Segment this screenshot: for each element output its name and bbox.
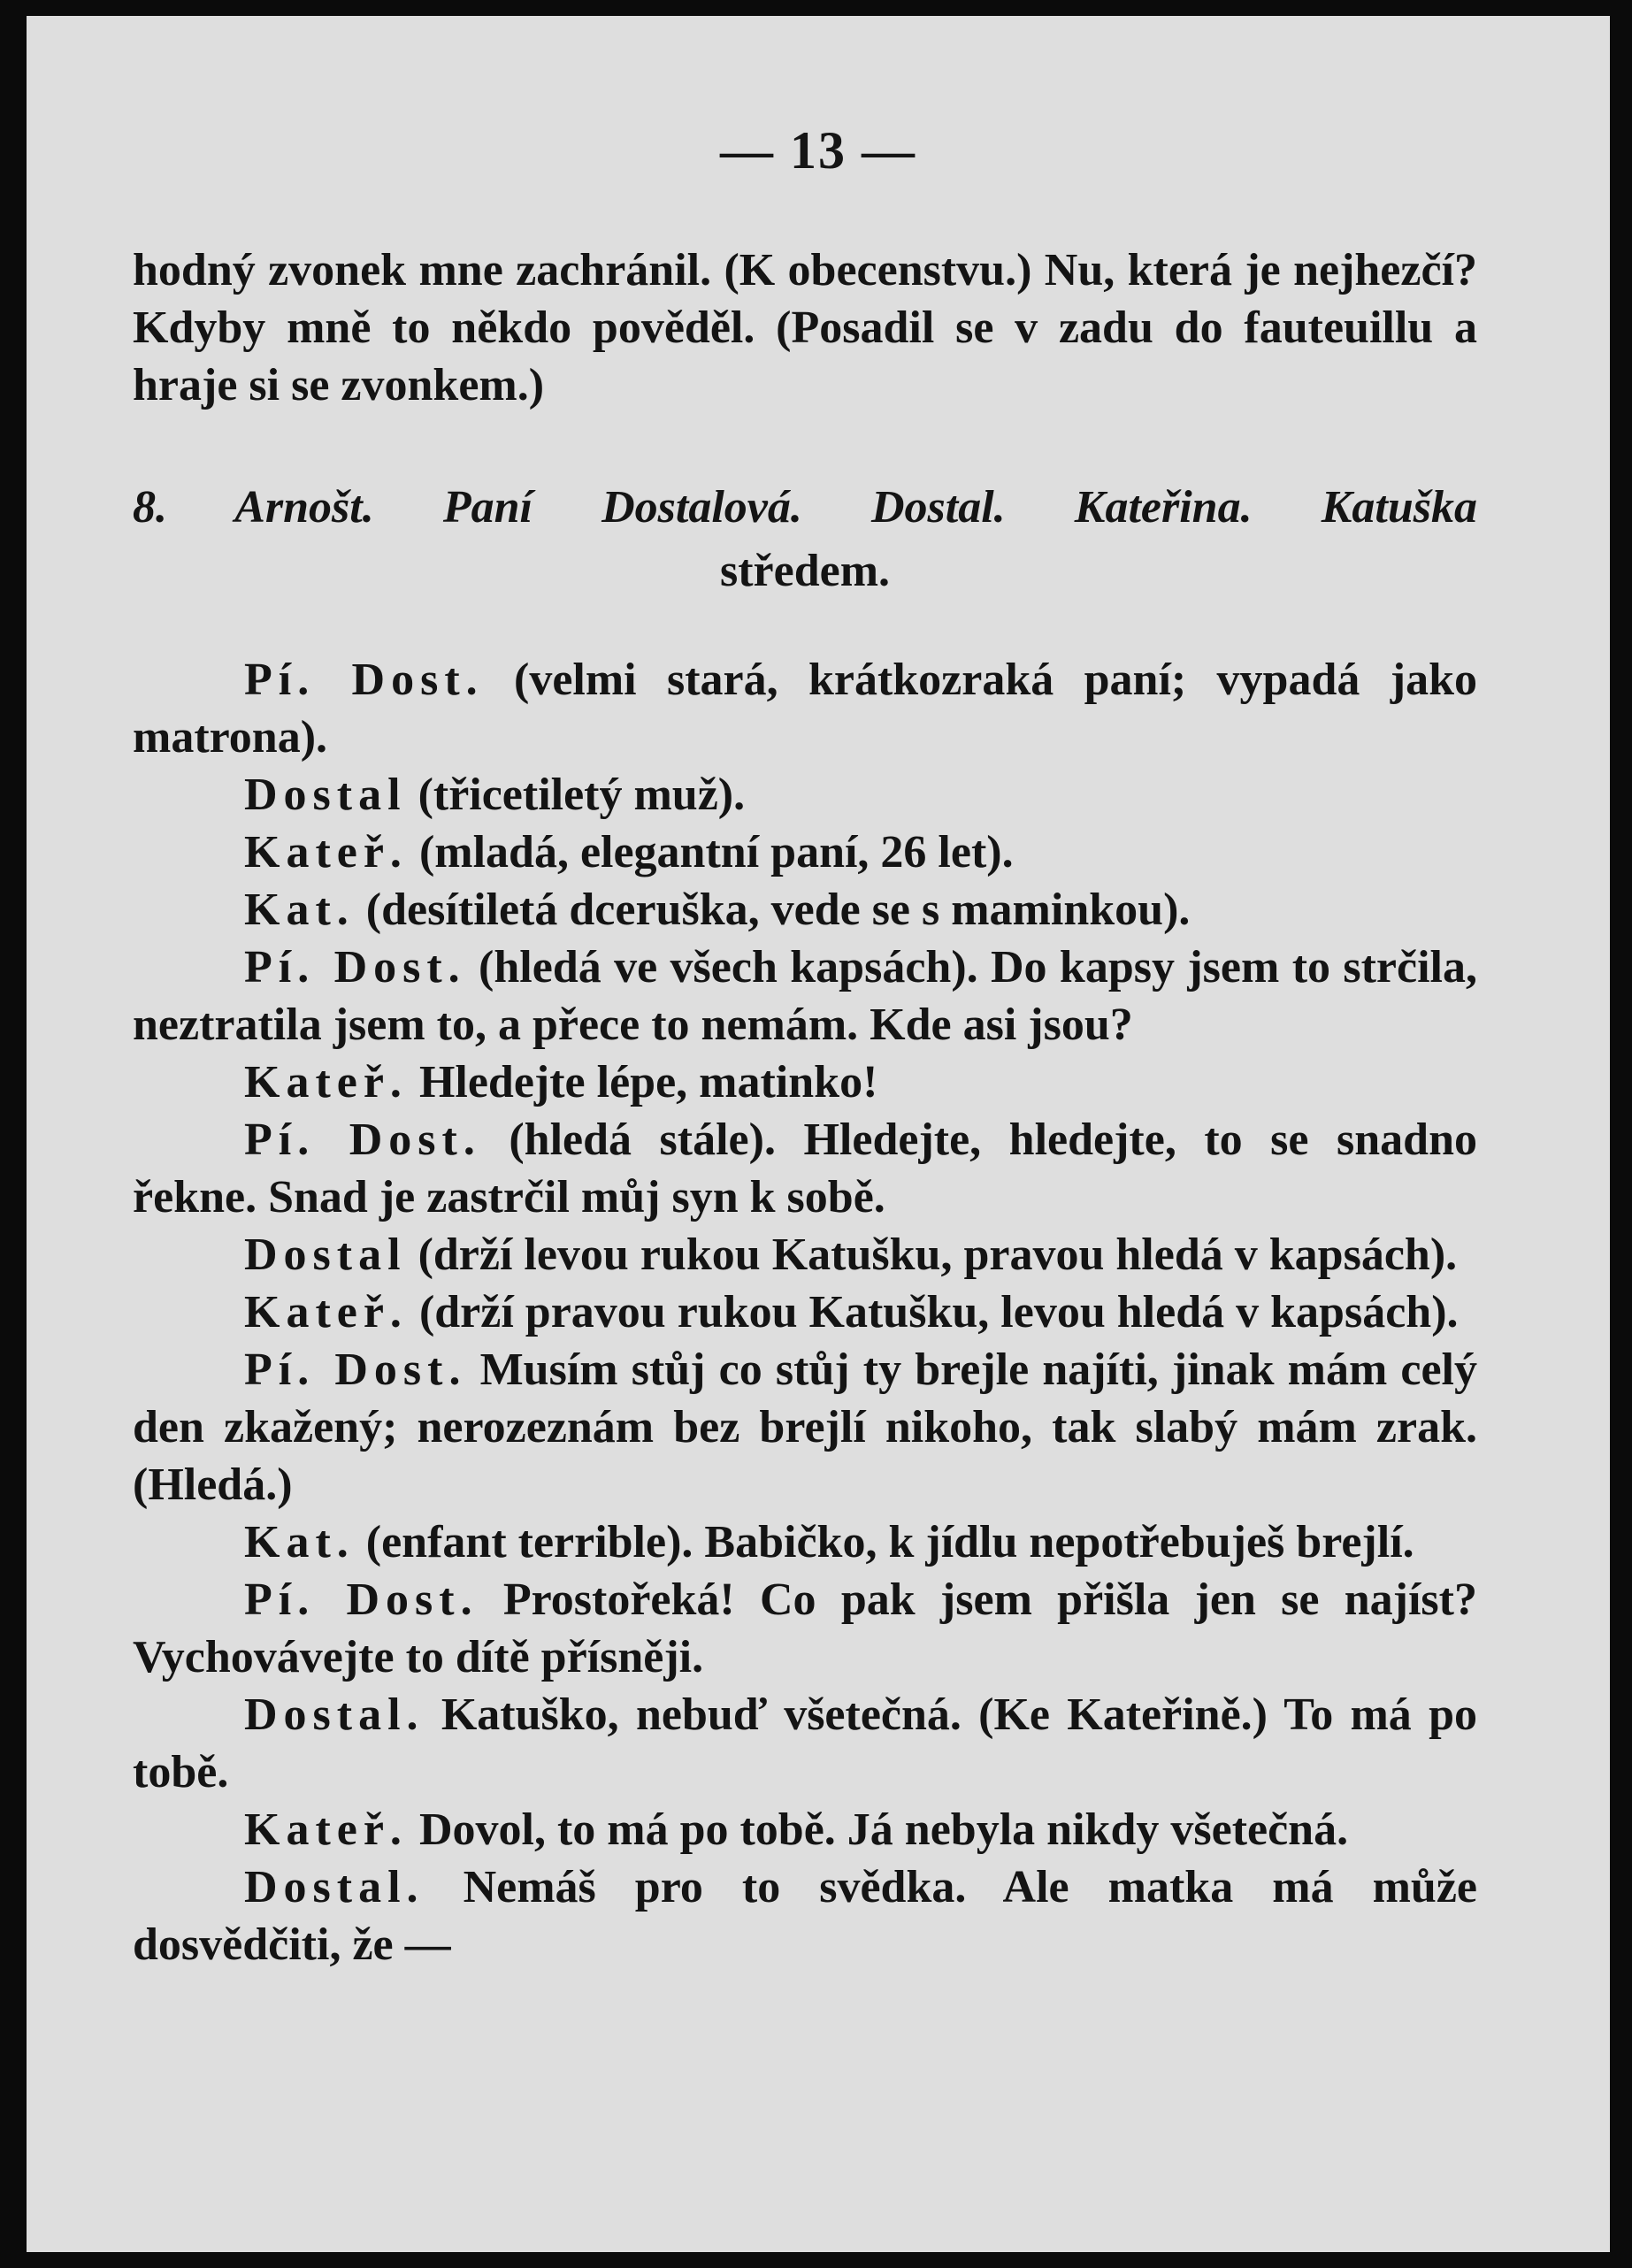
speaker-name: Pí. Dost. bbox=[244, 1345, 467, 1395]
intro-block bbox=[133, 241, 1477, 414]
dialogue-line bbox=[133, 1513, 1477, 1571]
line-text: (hledá stále). Hledejte, hledejte, to se snadno řekne. Snad je zastrčil můj syn k sobě. bbox=[133, 1115, 1477, 1222]
line-text: (hledá ve všech kapsách). Do kapsy jsem to strčila, neztratila jsem to, a přece to nemám. Kde asi jsou? bbox=[133, 942, 1477, 1050]
speaker-name: Kateř. bbox=[244, 827, 408, 877]
dialogue-line bbox=[133, 1341, 1477, 1513]
line-text: Nemáš pro to svědka. Ale matka má může dosvědčiti, že — bbox=[133, 1862, 1477, 1970]
line-text: Musím stůj co stůj ty brejle najíti, jinak mám celý den zkažený; nerozeznám bez brejlí nikoho, tak slabý mám zrak. (Hledá.) bbox=[133, 1345, 1477, 1510]
line-text: (enfant terrible). Babičko, k jídlu nepotřebuješ brejlí. bbox=[354, 1517, 1414, 1567]
line-text: Katuško, nebuď všetečná. (Ke Kateřině.) To má po tobě. bbox=[133, 1690, 1477, 1797]
scene-heading: 8. Arnošt. Paní Dostalová. Dostal. Kateřina. Katuška bbox=[133, 482, 1477, 533]
speaker-name: Kateř. bbox=[244, 1057, 408, 1107]
cast-description: (třicetiletý muž). bbox=[406, 770, 746, 820]
speaker-name: Dostal bbox=[244, 770, 407, 820]
speaker-name: Pí. Dost. bbox=[244, 655, 484, 705]
speaker-name: Kat. bbox=[244, 885, 355, 935]
speaker-name: Pí. Dost. bbox=[244, 942, 466, 992]
speaker-name: Pí. Dost. bbox=[244, 1115, 481, 1165]
cast-description: (desítiletá dceruška, vede se s maminkou). bbox=[354, 885, 1191, 935]
line-text: Prostořeká! Co pak jsem přišla jen se najíst? Vychovávejte to dítě přísněji. bbox=[133, 1575, 1477, 1682]
dialogue-line bbox=[133, 1283, 1477, 1341]
dialogue-line bbox=[133, 1858, 1477, 1973]
page-number: — 13 — bbox=[720, 121, 916, 180]
line-text: Hledejte lépe, matinko! bbox=[407, 1057, 878, 1107]
dialogue-line bbox=[133, 1054, 1477, 1111]
cast-description: (velmi stará, krátkozraká paní; vypadá jako matrona). bbox=[133, 655, 1477, 762]
dialogue-line bbox=[133, 1571, 1477, 1686]
line-text: Dovol, to má po tobě. Já nebyla nikdy všetečná. bbox=[407, 1804, 1349, 1855]
speaker-name: Kateř. bbox=[244, 1804, 408, 1855]
cast-entry bbox=[133, 766, 1477, 824]
scene-subheading: středem. bbox=[719, 546, 891, 596]
speaker-name: Pí. Dost. bbox=[244, 1575, 479, 1625]
dialogue-line bbox=[133, 1801, 1477, 1858]
speaker-name: Dostal bbox=[244, 1230, 407, 1280]
dialogue-line bbox=[133, 1686, 1477, 1801]
speaker-name: Kateř. bbox=[244, 1287, 408, 1337]
cast-entry bbox=[133, 824, 1477, 881]
cast-entry bbox=[133, 881, 1477, 939]
speaker-name: Dostal. bbox=[244, 1690, 425, 1740]
dialogue-line bbox=[133, 939, 1477, 1054]
dialogue-line bbox=[133, 1226, 1477, 1283]
dialogue-line bbox=[133, 1111, 1477, 1226]
book-page bbox=[27, 16, 1610, 2252]
line-text: (drží pravou rukou Katušku, levou hledá v kapsách). bbox=[407, 1287, 1459, 1337]
intro-paragraph: hodný zvonek mne zachránil. (K obecenstvu.) Nu, která je nejhezčí? Kdyby mně to někdo pověděl. (Posadil se v zadu do fauteuillu a hraje si se zvonkem.) bbox=[133, 245, 1477, 410]
line-text: (drží levou rukou Katušku, pravou hledá v kapsách). bbox=[406, 1230, 1458, 1280]
dialogue-block bbox=[133, 651, 1477, 1973]
cast-entry bbox=[133, 651, 1477, 766]
speaker-name: Dostal. bbox=[244, 1862, 425, 1912]
speaker-name: Kat. bbox=[244, 1517, 355, 1567]
cast-description: (mladá, elegantní paní, 26 let). bbox=[407, 827, 1014, 877]
